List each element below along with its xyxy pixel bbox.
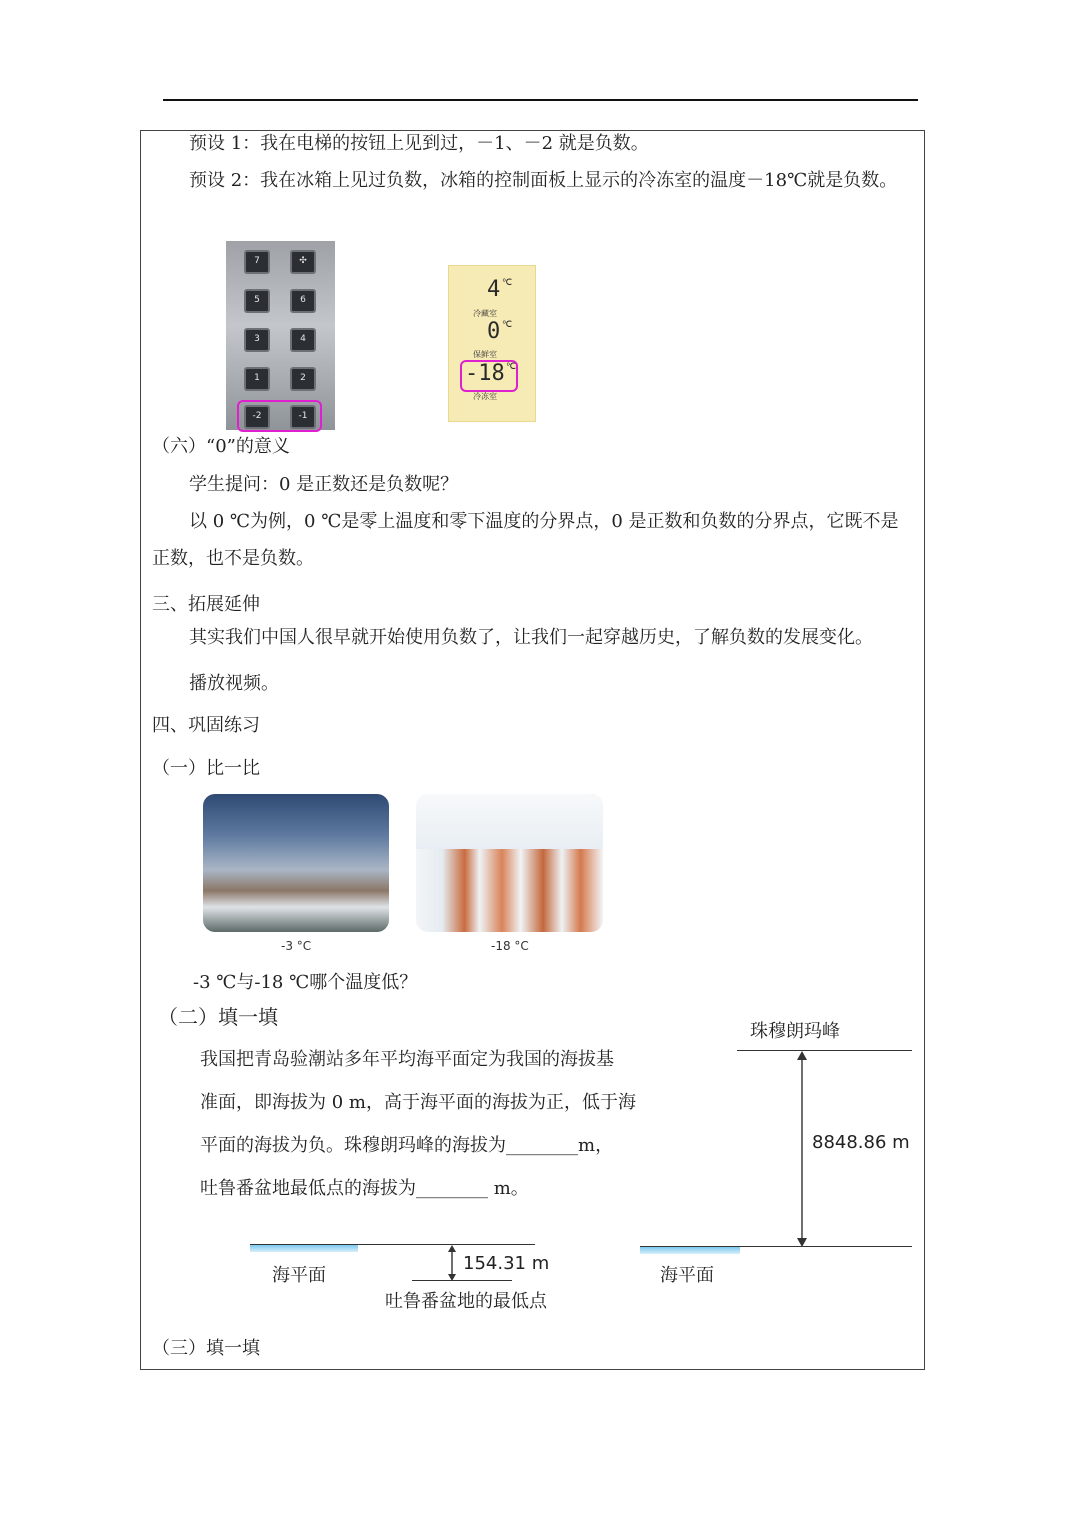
fridge-value-3: -18 — [465, 361, 505, 386]
header-rule — [163, 99, 918, 101]
basin-depth-arrow — [444, 1245, 460, 1281]
basin-label: 吐鲁番盆地的最低点 — [385, 1291, 547, 1312]
icicles-photo — [416, 794, 603, 932]
section-6-heading: （六）“0”的意义 — [152, 436, 290, 457]
preset-1-text: 预设 1：我在电梯的按钮上见到过，－1、－2 就是负数。 — [189, 133, 649, 154]
student-question: 学生提问：0 是正数还是负数呢？ — [189, 474, 459, 495]
highlight-box — [460, 360, 518, 392]
zero-explanation-line-1: 以 0 ℃为例，0 ℃是零上温度和零下温度的分界点，0 是正数和负数的分界点，它既不是 — [189, 511, 899, 532]
fridge-value-2: 0 — [487, 319, 501, 344]
photo-caption-1: -3 °C — [281, 939, 312, 953]
peak-line — [737, 1050, 912, 1051]
fridge-label-1: 冷藏室 — [473, 309, 497, 318]
fridge-unit-2: ℃ — [502, 320, 513, 330]
fridge-value-1: 4 — [487, 277, 501, 302]
fridge-panel-image — [448, 265, 536, 422]
fan-icon: ✣ — [290, 250, 316, 274]
elevator-button-4: 4 — [290, 328, 316, 352]
elevator-button-minus-1: -1 — [290, 405, 316, 429]
compare-heading: （一）比一比 — [152, 758, 260, 779]
elevator-button-1: 1 — [244, 367, 270, 391]
peak-height-label: 8848.86 m — [812, 1132, 910, 1153]
preset-2-text: 预设 2：我在冰箱上见过负数，冰箱的控制面板上显示的冷冻室的温度－18℃就是负数。 — [189, 170, 898, 191]
fridge-unit-3: ℃ — [506, 362, 517, 372]
section-3-heading: 三、拓展延伸 — [152, 594, 260, 615]
section-4-heading: 四、巩固练习 — [152, 715, 260, 736]
elevator-button-3: 3 — [244, 328, 270, 352]
fill-heading: （二）填一填 — [158, 1005, 278, 1029]
basin-line — [412, 1280, 512, 1281]
fill-text-line-2: 准面，即海拔为 0 m，高于海平面的海拔为正，低于海 — [200, 1092, 636, 1113]
fridge-label-2: 保鲜室 — [473, 350, 497, 359]
history-text: 其实我们中国人很早就开始使用负数了，让我们一起穿越历史，了解负数的发展变化。 — [189, 627, 873, 648]
fill-heading-3: （三）填一填 — [152, 1338, 260, 1359]
play-video-text: 播放视频。 — [189, 673, 279, 694]
fridge-label-3: 冷冻室 — [473, 392, 497, 401]
water-surface-right — [640, 1247, 740, 1254]
fill-text-line-4: 吐鲁番盆地最低点的海拔为________ m。 — [200, 1178, 529, 1199]
highlight-box — [237, 400, 322, 432]
elevator-button-6: 6 — [290, 289, 316, 313]
compare-question: -3 ℃与-18 ℃哪个温度低？ — [193, 972, 418, 993]
water-surface-left — [250, 1245, 358, 1252]
sea-level-label-right: 海平面 — [660, 1265, 714, 1286]
elevator-panel-image — [226, 241, 335, 430]
elevator-button-5: 5 — [244, 289, 270, 313]
photo-caption-2: -18 °C — [491, 939, 529, 953]
peak-label: 珠穆朗玛峰 — [750, 1021, 840, 1042]
elevator-button-2: 2 — [290, 367, 316, 391]
fill-text-line-1: 我国把青岛验潮站多年平均海平面定为我国的海拔基 — [200, 1049, 614, 1070]
great-wall-snow-photo — [203, 794, 389, 932]
fridge-unit-1: ℃ — [502, 278, 513, 288]
fill-text-line-3: 平面的海拔为负。珠穆朗玛峰的海拔为________m， — [200, 1135, 614, 1156]
sea-level-label-left: 海平面 — [272, 1265, 326, 1286]
elevator-button-minus-2: -2 — [244, 405, 270, 429]
peak-height-arrow — [792, 1051, 812, 1247]
zero-explanation-line-2: 正数，也不是负数。 — [152, 548, 314, 569]
elevator-button-7: 7 — [244, 250, 270, 274]
basin-depth-label: 154.31 m — [463, 1253, 550, 1274]
